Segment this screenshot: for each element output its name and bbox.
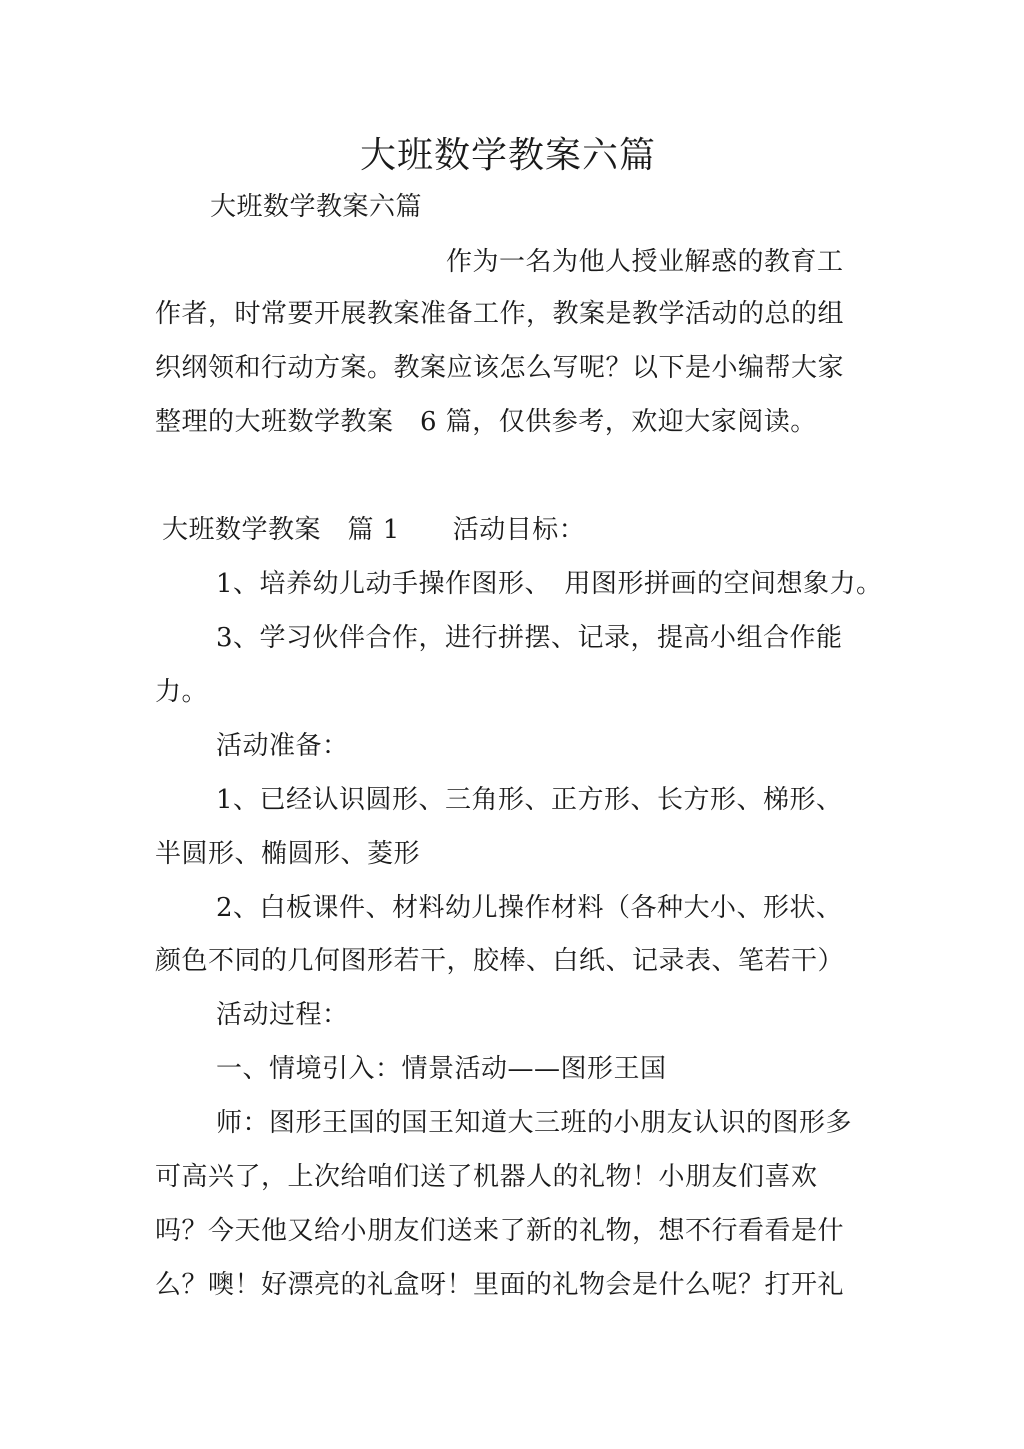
section-heading: 大班数学教案 篇 1 活动目标： [162, 515, 586, 545]
subtitle-line: 大班数学教案六篇 [210, 192, 423, 222]
intro-line-2: 作者，时常要开展教案准备工作，教案是教学活动的总的组 [155, 299, 845, 329]
preparation-item-2-cont: 颜色不同的几何图形若干，胶棒、白纸、记录表、笔若干） [155, 946, 845, 976]
preparation-item-1: 1、已经认识圆形、三角形、正方形、长方形、梯形、 [216, 785, 843, 815]
process-heading: 活动过程： [216, 1000, 349, 1030]
goal-item-1: 1、培养幼儿动手操作图形、 用图形拼画的空间想象力。 [216, 569, 883, 599]
intro-line-3: 织纲领和行动方案。教案应该怎么写呢？以下是小编帮大家 [155, 353, 845, 383]
document-title: 大班数学教案六篇 [360, 135, 657, 176]
goal-item-3: 3、学习伙伴合作，进行拼摆、记录，提高小组合作能 [216, 623, 843, 653]
preparation-item-2: 2、白板课件、材料幼儿操作材料（各种大小、形状、 [216, 893, 843, 923]
teacher-line-4: 么？噢！好漂亮的礼盒呀！里面的礼物会是什么呢？打开礼 [155, 1270, 845, 1300]
teacher-line-3: 吗？今天他又给小朋友们送来了新的礼物，想不行看看是什 [155, 1216, 845, 1246]
process-step-1: 一、情境引入：情景活动——图形王国 [216, 1054, 667, 1084]
teacher-line-2: 可高兴了，上次给咱们送了机器人的礼物！小朋友们喜欢 [155, 1162, 818, 1192]
intro-line-1: 作为一名为他人授业解惑的教育工 [446, 247, 844, 277]
preparation-heading: 活动准备： [216, 731, 349, 761]
goal-item-3-cont: 力。 [155, 677, 209, 707]
preparation-item-1-cont: 半圆形、椭圆形、菱形 [155, 839, 421, 869]
intro-line-4: 整理的大班数学教案 6 篇，仅供参考，欢迎大家阅读。 [155, 407, 817, 437]
teacher-line-1: 师：图形王国的国王知道大三班的小朋友认识的图形多 [216, 1108, 853, 1138]
